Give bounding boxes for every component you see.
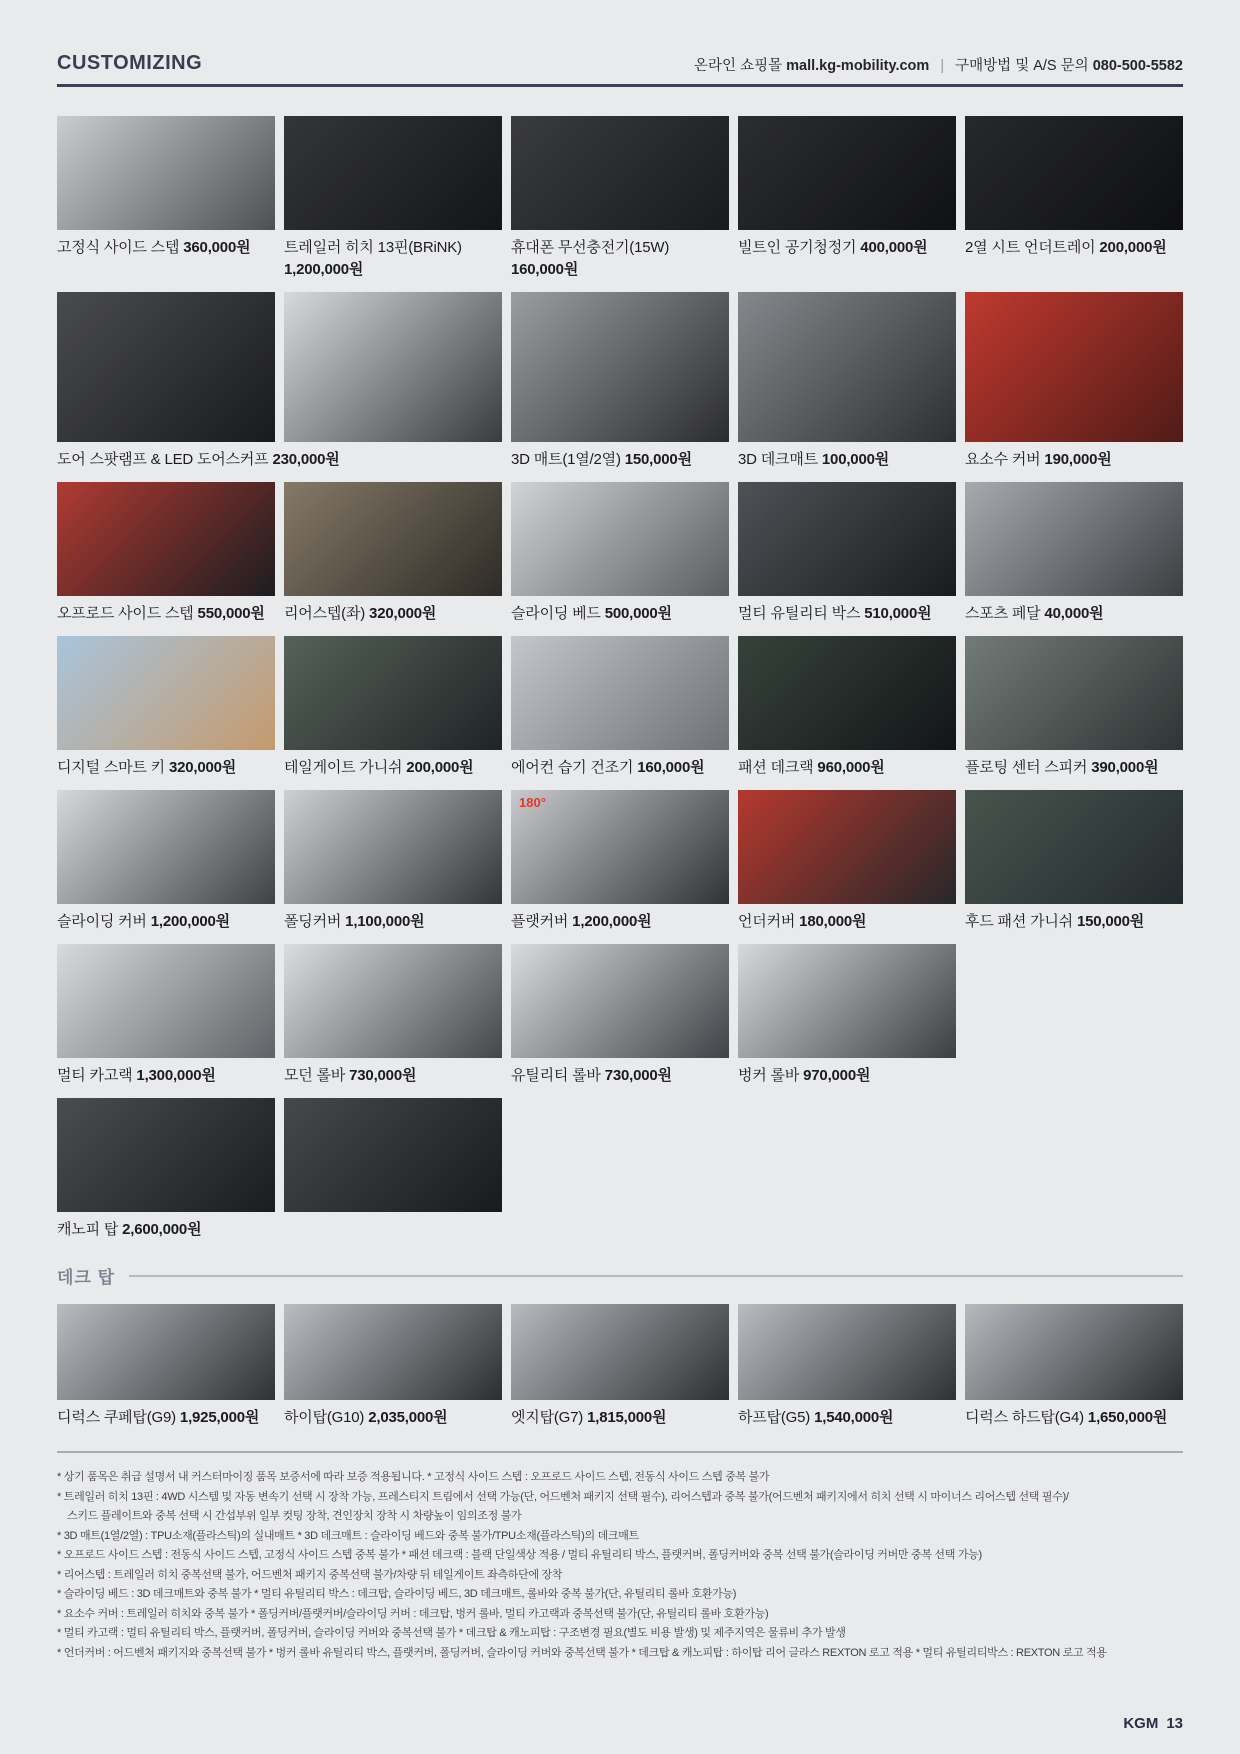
product-price: 1,815,000원 [587, 1409, 667, 1426]
product-caption [511, 604, 729, 623]
product-card [284, 1304, 502, 1427]
product-image [738, 790, 956, 904]
product-caption [738, 238, 956, 257]
shop-url[interactable]: mall.kg-mobility.com [786, 58, 930, 74]
product-caption [284, 1066, 502, 1085]
product-images [511, 482, 729, 596]
product-name: 트레일러 히치 13핀(BRiNK) [284, 239, 462, 256]
header-divider [57, 84, 1183, 87]
product-price: 510,000원 [864, 605, 932, 622]
product-image [511, 482, 729, 596]
product-name: 2열 시트 언더트레이 [965, 239, 1096, 256]
product-caption [738, 758, 956, 777]
product-image [965, 482, 1183, 596]
product-caption [738, 912, 956, 931]
product-price: 400,000원 [860, 239, 928, 256]
page-title: CUSTOMIZING [57, 52, 203, 74]
product-caption [57, 604, 275, 623]
product-caption [965, 758, 1183, 777]
brand-logo: KGM [1123, 1715, 1159, 1732]
product-price: 1,650,000원 [1087, 1409, 1168, 1426]
product-caption [284, 604, 502, 623]
product-card [57, 1304, 275, 1427]
product-image [965, 1304, 1183, 1400]
product-card [965, 292, 1183, 469]
product-name: 테일게이트 가니쉬 [284, 759, 403, 776]
product-images [738, 482, 956, 596]
product-caption [511, 758, 729, 777]
product-caption [738, 1066, 956, 1085]
product-image [511, 292, 729, 442]
product-image [284, 636, 502, 750]
product-image [57, 636, 275, 750]
product-image [284, 1304, 502, 1400]
product-name: 요소수 커버 [965, 451, 1041, 468]
product-images [284, 482, 502, 596]
product-card [511, 116, 729, 279]
page-number: 13 [1166, 1715, 1183, 1732]
product-card [965, 482, 1183, 623]
page-header [57, 52, 1183, 75]
product-images [284, 636, 502, 750]
product-grid [57, 116, 1183, 1239]
footnote-line: * 상기 품목은 취급 설명서 내 커스터마이징 품목 보증서에 따라 보증 적용됩니다. * 고정식 사이드 스텝 : 오프로드 사이드 스텝, 전동식 사이드 스텝 중복 불가 [57, 1471, 770, 1483]
product-image [965, 790, 1183, 904]
product-images [511, 1304, 729, 1400]
product-images [511, 116, 729, 230]
product-caption [57, 912, 275, 931]
product-caption [57, 1066, 275, 1085]
product-caption [738, 450, 956, 469]
product-caption [284, 758, 502, 777]
product-name: 언더커버 [738, 913, 796, 930]
product-row [57, 1098, 1183, 1239]
product-card [284, 790, 502, 931]
product-name: 후드 패션 가니쉬 [965, 913, 1073, 930]
header-separator: | [940, 58, 945, 74]
product-caption [57, 1220, 502, 1239]
product-caption [284, 1408, 502, 1427]
product-image [284, 116, 502, 230]
product-images [57, 292, 502, 442]
product-name: 멀티 유틸리티 박스 [738, 605, 861, 622]
contact-label: 구매방법 및 A/S 문의 [955, 58, 1089, 74]
product-images [57, 1304, 275, 1400]
product-card [57, 116, 275, 279]
product-image [965, 636, 1183, 750]
product-name: 폴딩커버 [284, 913, 342, 930]
product-name: 빌트인 공기청정기 [738, 239, 857, 256]
product-name: 엣지탑(G7) [511, 1409, 584, 1426]
product-card [511, 292, 729, 469]
product-card [965, 116, 1183, 279]
product-image [284, 790, 502, 904]
product-images [965, 292, 1183, 442]
rotation-annotation: 180° [519, 795, 546, 810]
product-caption [511, 912, 729, 931]
product-row [57, 944, 1183, 1085]
product-caption [511, 1066, 729, 1085]
product-card [57, 482, 275, 623]
product-card [965, 790, 1183, 931]
product-price: 550,000원 [197, 605, 265, 622]
product-image [57, 944, 275, 1058]
footnote-line: * 언더커버 : 어드벤처 패키지와 중복선택 불가 * 벙커 롤바 유틸리티 박스, 플랫커버, 폴딩커버, 슬라이딩 커버와 중복선택 불가 * 데크탑 & 캐노피탑 : 하이탑 리어 글라스 REXTON 로고 적용 * 멀티 유틸리티박스 : REXTON 로고 적용 [57, 1646, 1107, 1659]
footnote-line: * 트레일러 히치 13핀 : 4WD 시스템 및 자동 변속기 선택 시 장착 가능, 프레스티지 트림에서 선택 가능(단, 어드벤처 패키지 선택 필수), 리어스텝과 중복 불가(어드벤처 패키지에서 히치 선택 시 마이너스 리어스텝 선택 필수)/ [57, 1490, 1069, 1503]
product-images [57, 116, 275, 230]
product-image [511, 636, 729, 750]
product-row [57, 790, 1183, 931]
product-caption [965, 238, 1183, 257]
product-card [965, 636, 1183, 777]
product-card [57, 292, 502, 469]
product-image [284, 1098, 502, 1212]
product-price: 190,000원 [1044, 451, 1112, 468]
product-price: 500,000원 [604, 605, 672, 622]
product-row [57, 482, 1183, 623]
product-name: 하이탑(G10) [284, 1409, 365, 1426]
product-name: 플로팅 센터 스피커 [965, 759, 1088, 776]
footnotes-divider [57, 1451, 1183, 1453]
product-images [965, 1304, 1183, 1400]
product-image [738, 482, 956, 596]
product-card [284, 482, 502, 623]
product-caption [57, 758, 275, 777]
product-name: 오프로드 사이드 스텝 [57, 605, 194, 622]
product-card [57, 944, 275, 1085]
product-card [511, 636, 729, 777]
product-card [738, 1304, 956, 1427]
product-price: 100,000원 [821, 451, 890, 468]
footnote-line: * 오프로드 사이드 스텝 : 전동식 사이드 스텝, 고정식 사이드 스텝 중복 불가 * 패션 데크랙 : 블랙 단일색상 적용 / 멀티 유틸리티 박스, 플랫커버, 폴딩커버와 중복 선택 불가(슬라이딩 커버만 중복 선택 가능) [57, 1549, 982, 1561]
product-name: 디럭스 쿠페탑(G9) [57, 1409, 176, 1426]
product-caption [511, 450, 729, 469]
product-name: 하프탑(G5) [738, 1409, 811, 1426]
product-images [965, 482, 1183, 596]
product-price: 960,000원 [817, 759, 885, 776]
footnote-line: 스키드 플레이트와 중복 선택 시 간섭부위 일부 컷팅 장착, 견인장치 장착 시 차량높이 임의조정 불가 [67, 1510, 522, 1522]
product-image [738, 636, 956, 750]
product-caption [57, 1408, 275, 1427]
product-image [57, 1098, 275, 1212]
product-image [57, 292, 275, 442]
product-card [738, 636, 956, 777]
product-image [511, 116, 729, 230]
product-name: 디럭스 하드탑(G4) [965, 1409, 1084, 1426]
product-image [965, 116, 1183, 230]
product-image [738, 292, 956, 442]
product-price: 40,000원 [1044, 605, 1104, 622]
product-row [57, 292, 1183, 469]
product-card [738, 944, 956, 1085]
product-price: 150,000원 [1076, 913, 1145, 930]
product-card [284, 636, 502, 777]
contact-phone: 080-500-5582 [1092, 58, 1183, 74]
footnote-line: * 멀티 카고랙 : 멀티 유틸리티 박스, 플랫커버, 폴딩커버, 슬라이딩 커버와 중복선택 불가 * 데크탑 & 캐노피탑 : 구조변경 필요(별도 비용 발생) 및 제주지역은 물류비 추가 발생 [57, 1627, 846, 1639]
product-image [511, 1304, 729, 1400]
product-name: 패션 데크랙 [738, 759, 814, 776]
product-price: 2,600,000원 [122, 1221, 202, 1238]
product-image [57, 482, 275, 596]
product-image [57, 116, 275, 230]
product-card [57, 790, 275, 931]
shop-label: 온라인 쇼핑몰 [694, 58, 783, 74]
product-images [284, 116, 502, 230]
product-price: 1,540,000원 [814, 1409, 894, 1426]
product-name: 슬라이딩 베드 [511, 605, 601, 622]
product-name: 휴대폰 무선충전기(15W) [511, 239, 670, 256]
footnote-line: * 슬라이딩 베드 : 3D 데크매트와 중복 불가 * 멀티 유틸리티 박스 : 데크탑, 슬라이딩 베드, 3D 데크매트, 롤바와 중복 불가(단, 유틸리티 롤바 호환가능) [57, 1588, 737, 1600]
product-card [511, 790, 729, 931]
product-image [284, 292, 502, 442]
product-caption [57, 238, 275, 257]
product-images [511, 790, 729, 904]
product-image [57, 1304, 275, 1400]
product-image [284, 482, 502, 596]
product-images [738, 790, 956, 904]
product-card [965, 1304, 1183, 1427]
product-name: 슬라이딩 커버 [57, 913, 147, 930]
product-caption [738, 604, 956, 623]
product-card [511, 1304, 729, 1427]
product-images [511, 944, 729, 1058]
product-price: 320,000원 [369, 605, 437, 622]
product-price: 1,200,000원 [150, 913, 230, 930]
product-image [511, 944, 729, 1058]
header-contact-info [694, 54, 1183, 75]
product-caption [965, 604, 1183, 623]
product-name: 에어컨 습기 건조기 [511, 759, 634, 776]
product-price: 730,000원 [349, 1067, 417, 1084]
product-caption [57, 450, 502, 469]
product-row [57, 636, 1183, 777]
product-price: 180,000원 [799, 913, 867, 930]
product-images [738, 636, 956, 750]
product-name: 도어 스팟램프 & LED 도어스커프 [57, 451, 269, 468]
page-footer [1123, 1715, 1183, 1732]
product-price: 970,000원 [803, 1067, 871, 1084]
product-price: 230,000원 [272, 451, 340, 468]
footnote-line: * 리어스텝 : 트레일러 히치 중복선택 불가, 어드벤처 패키지 중복선택 불가/차량 뒤 테일게이트 좌측하단에 장착 [57, 1568, 563, 1581]
product-images [738, 116, 956, 230]
product-image [511, 790, 729, 904]
deck-top-title: 데크 탑 [57, 1268, 115, 1287]
product-card [57, 636, 275, 777]
product-name: 디지털 스마트 키 [57, 759, 165, 776]
product-name: 벙커 롤바 [738, 1067, 800, 1084]
product-name: 캐노피 탑 [57, 1221, 119, 1238]
product-price: 160,000원 [637, 759, 705, 776]
product-images [511, 292, 729, 442]
product-card [57, 1098, 502, 1239]
footnote-line: * 요소수 커버 : 트레일러 히치와 중복 불가 * 폴딩커버/플랫커버/슬라이딩 커버 : 데크탑, 벙커 롤바, 멀티 카고랙과 중복선택 불가(단, 유틸리티 롤바 호환가능) [57, 1607, 769, 1620]
product-images [738, 1304, 956, 1400]
product-image [738, 116, 956, 230]
product-card [738, 482, 956, 623]
product-price: 360,000원 [183, 239, 251, 256]
product-price: 150,000원 [624, 451, 692, 468]
product-name: 플랫커버 [511, 913, 569, 930]
product-images [284, 1304, 502, 1400]
product-image [738, 1304, 956, 1400]
product-image [57, 790, 275, 904]
product-price: 2,035,000원 [368, 1409, 448, 1426]
product-name: 고정식 사이드 스텝 [57, 239, 180, 256]
product-images [511, 636, 729, 750]
product-images [57, 944, 275, 1058]
product-price: 1,100,000원 [345, 913, 425, 930]
product-image [284, 944, 502, 1058]
product-name: 리어스텝(좌) [284, 605, 366, 622]
product-name: 3D 매트(1열/2열) [511, 451, 621, 468]
product-price: 1,300,000원 [136, 1067, 216, 1084]
product-caption [738, 1408, 956, 1427]
product-name: 유틸리티 롤바 [511, 1067, 601, 1084]
deck-top-section-header [57, 1263, 1183, 1288]
product-images [965, 116, 1183, 230]
product-name: 3D 데크매트 [738, 451, 818, 468]
product-price: 200,000원 [406, 759, 474, 776]
product-caption [965, 1408, 1183, 1427]
product-images [284, 944, 502, 1058]
product-row [57, 1304, 1183, 1427]
product-caption [511, 1408, 729, 1427]
product-name: 모던 롤바 [284, 1067, 346, 1084]
product-row [57, 116, 1183, 279]
product-images [57, 790, 275, 904]
product-price: 1,200,000원 [572, 913, 652, 930]
product-caption [511, 238, 729, 279]
product-name: 스포츠 페달 [965, 605, 1041, 622]
product-price: 390,000원 [1091, 759, 1159, 776]
product-card [284, 116, 502, 279]
product-images [57, 482, 275, 596]
product-card [284, 944, 502, 1085]
product-price: 1,925,000원 [179, 1409, 260, 1426]
product-caption [284, 238, 502, 279]
product-price: 1,200,000원 [284, 261, 364, 278]
product-name: 멀티 카고랙 [57, 1067, 133, 1084]
deck-top-grid [57, 1304, 1183, 1427]
product-card [511, 944, 729, 1085]
product-card [738, 292, 956, 469]
product-price: 320,000원 [168, 759, 237, 776]
product-image [738, 944, 956, 1058]
product-images [57, 636, 275, 750]
product-card [738, 790, 956, 931]
product-image [965, 292, 1183, 442]
product-caption [965, 912, 1183, 931]
product-price: 160,000원 [511, 261, 579, 278]
product-images [738, 292, 956, 442]
product-images [57, 1098, 502, 1212]
product-images [965, 790, 1183, 904]
product-card [738, 116, 956, 279]
product-images [284, 790, 502, 904]
product-images [738, 944, 956, 1058]
product-caption [284, 912, 502, 931]
deck-top-divider [129, 1275, 1183, 1277]
footnotes [57, 1468, 1183, 1663]
product-caption [965, 450, 1183, 469]
footnote-line: * 3D 매트(1열/2열) : TPU소재(플라스틱)의 실내매트 * 3D 데크매트 : 슬라이딩 베드와 중복 불가/TPU소재(플라스틱)의 데크매트 [57, 1529, 639, 1542]
product-price: 730,000원 [604, 1067, 672, 1084]
product-price: 200,000원 [1099, 239, 1167, 256]
product-images [965, 636, 1183, 750]
product-card [511, 482, 729, 623]
